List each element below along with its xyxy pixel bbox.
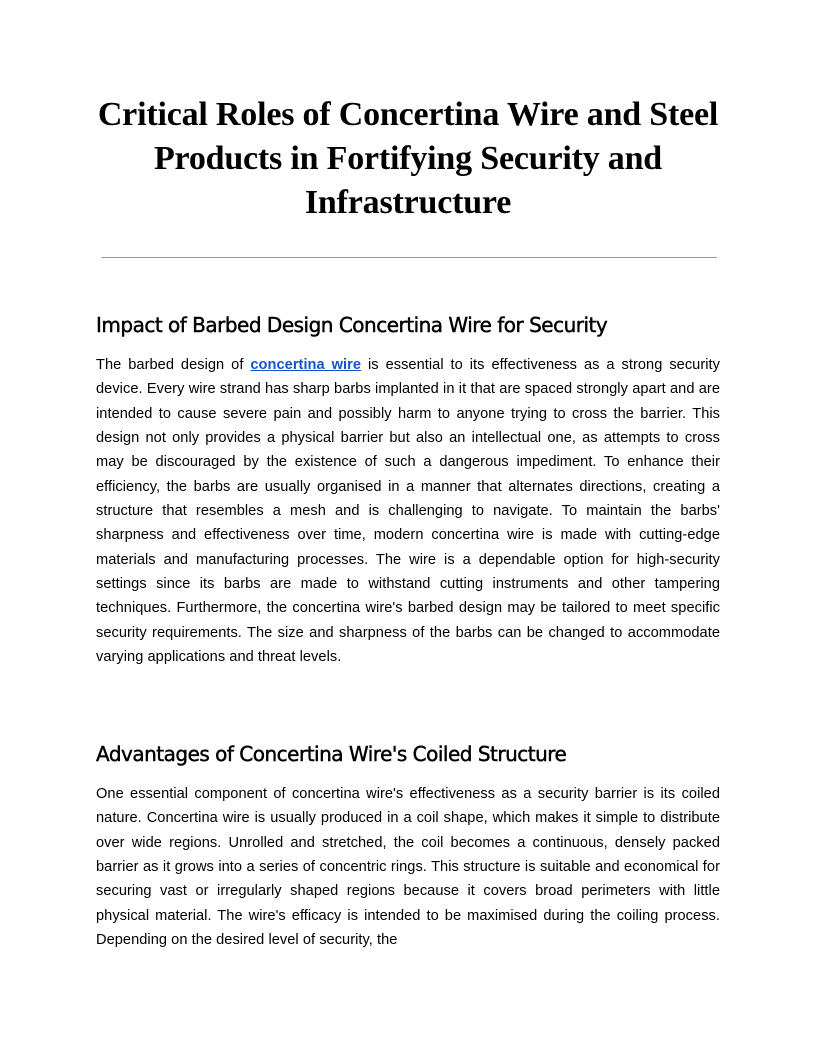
body-text-before-link: The barbed design of bbox=[96, 357, 251, 373]
title-divider bbox=[101, 257, 717, 258]
body-text-after-link: is essential to its effectiveness as a strong security device. Every wire strand has sharp barbs implanted in it that are spaced strongly apart and are intended to cause severe pain and possibly harm to anyone trying to cross the barrier. This design not only provides a physical barrier but also an intellectual one, as attempts to cross may be discouraged by the existence of such a dangerous impediment. To enhance their efficiency, the barbs are usually organised in a manner that alternates directions, creating a structure that resembles a mesh and is challenging to navigate. To maintain the barbs' sharpness and effectiveness over time, modern concertina wire is made with cutting-edge materials and manufacturing processes. The wire is a dependable option for high-security settings since its barbs are made to withstand cutting instruments and other tampering techniques. Furthermore, the concertina wire's barbed design may be tailored to meet specific security requirements. The size and sharpness of the barbs can be changed to accommodate varying applications and threat levels. bbox=[96, 357, 720, 666]
section-heading-barbed-design: Impact of Barbed Design Concertina Wire for Security bbox=[96, 313, 608, 337]
concertina-wire-link[interactable]: concertina wire bbox=[250, 357, 362, 373]
section-body-barbed-design bbox=[96, 353, 720, 669]
section-heading-coiled-structure: Advantages of Concertina Wire's Coiled Structure bbox=[96, 742, 567, 766]
section-body-coiled-structure: One essential component of concertina wire's effectiveness as a security barrier is its coiled nature. Concertina wire is usually produced in a coil shape, which makes it simple to distribute over wide regions. Unrolled and stretched, the coil becomes a continuous, densely packed barrier as it grows into a series of concentric rings. This structure is suitable and economical for securing vast or irregularly shaped regions because it covers broad perimeters with little physical material. The wire's efficacy is intended to be maximised during the coiling process. Depending on the desired level of security, the bbox=[96, 786, 720, 949]
document-title: Critical Roles of Concertina Wire and Steel Products in Fortifying Security and Infrastructure bbox=[97, 96, 719, 221]
